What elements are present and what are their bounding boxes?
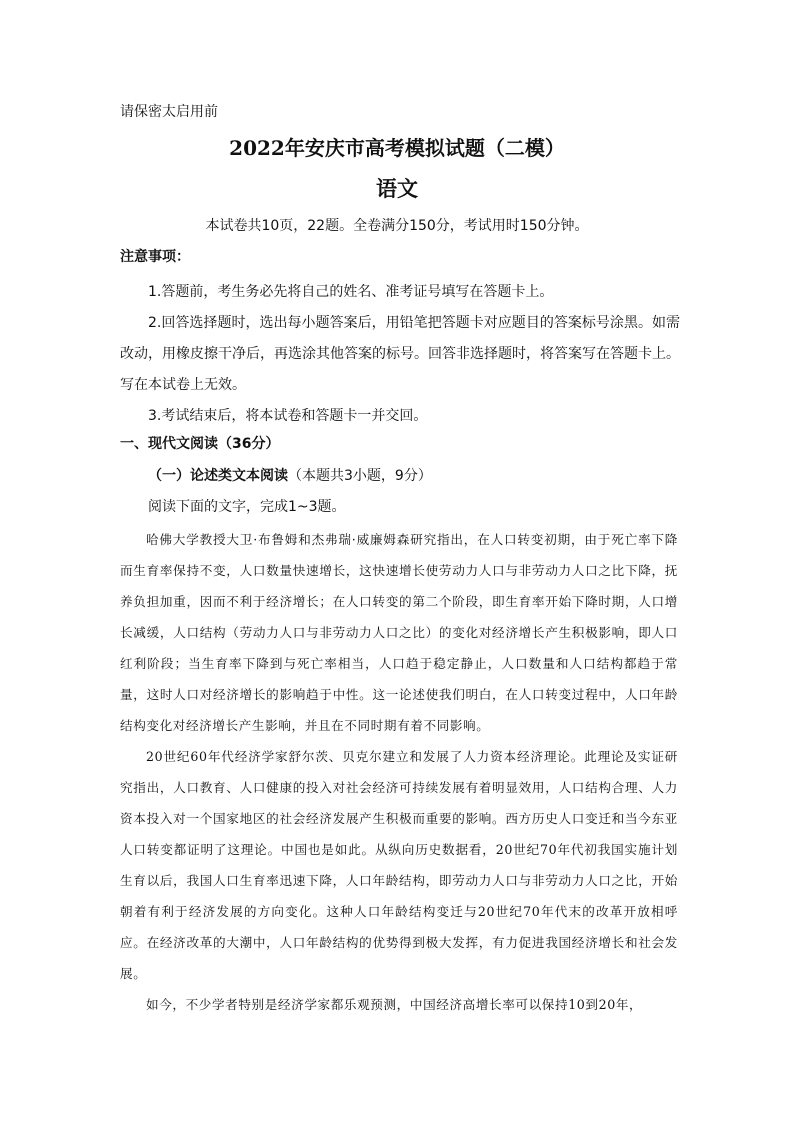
passage-paragraph: 如今，不少学者特别是经济学家都乐观预测，中国经济高增长率可以保持10到20年， xyxy=(146,997,643,1012)
note-item: 1.答题前，考生务必先将自己的姓名、准考证号填写在答题卡上。 xyxy=(148,284,554,300)
subsection-meta: （本题共3小题，9分） xyxy=(288,468,432,484)
passage-paragraph: 20世纪60年代经济学家舒尔茨、贝克尔建立和发展了人力资本经济理论。此理论及实证研究指出，人口教育、人口健康的投入对社会经济可持续发展有着明显效用，人口结构合理、人力资本投入对一个国家地区的社会经济发展产生积极而重要的影响。西方历史人口变迁和当今东亚人口转变都证明了这理论。中国也是如此。从纵向历史数据看，20世纪70年代初我国实施计划生育以后，我国人口生育率迅速下降，人口年龄结构，即劳动力人口与非劳动力人口之比，开始朝着有利于经济发展的方向变化。这种人口年龄结构变迁与20世纪70年代末的改革开放相呼应。在经济改革的大潮中，人口年龄结构的优势得到极大发挥，有力促进我国经济增长和社会发展。 xyxy=(120,749,678,981)
reading-passage xyxy=(120,524,678,1020)
note-item: 2.回答选择题时，选出每小题答案后，用铅笔把答题卡对应题目的答案标号涂黑。如需改动，用橡皮擦干净后，再选涂其他答案的标号。回答非选择题时，将答案写在答题卡上。写在本试卷上无效。 xyxy=(120,315,680,393)
subsection-heading xyxy=(148,466,432,486)
reading-instruction: 阅读下面的文字，完成1~3题。 xyxy=(148,499,346,515)
subsection-title: （一）论述类文本阅读 xyxy=(148,468,288,484)
confidential-label: 请保密太启用前 xyxy=(120,104,218,120)
note-item: 3.考试结束后，将本试卷和答题卡一并交回。 xyxy=(148,408,428,424)
exam-info: 本试卷共10页，22题。全卷满分150分，考试用时150分钟。 xyxy=(205,218,589,234)
notes-list xyxy=(120,277,680,432)
notes-heading: 注意事项： xyxy=(120,249,190,265)
passage-paragraph: 哈佛大学教授大卫·布鲁姆和杰弗瑞·威廉姆森研究指出，在人口转变初期，由于死亡率下降而生育率保持不变，人口数量快速增长，这快速增长使劳动力人口与非劳动力人口之比下降，抚养负担加重，因而不利于经济增长；在人口转变的第二个阶段，即生育率开始下降时期，人口增长减缓，人口结构（劳动力人口与非劳动力人口之比）的变化对经济增长产生积极影响，即人口红利阶段；当生育率下降到与死亡率相当，人口趋于稳定静止，人口数量和人口结构都趋于常量，这时人口对经济增长的影响趋于中性。这一论述使我们明白，在人口转变过程中，人口年龄结构变化对经济增长产生影响，并且在不同时期有着不同影响。 xyxy=(120,532,678,733)
section-heading: 一、现代文阅读（36分） xyxy=(120,436,280,452)
exam-title: 2022年安庆市高考模拟试题（二模） xyxy=(229,136,565,160)
subject-title: 语文 xyxy=(376,177,418,201)
